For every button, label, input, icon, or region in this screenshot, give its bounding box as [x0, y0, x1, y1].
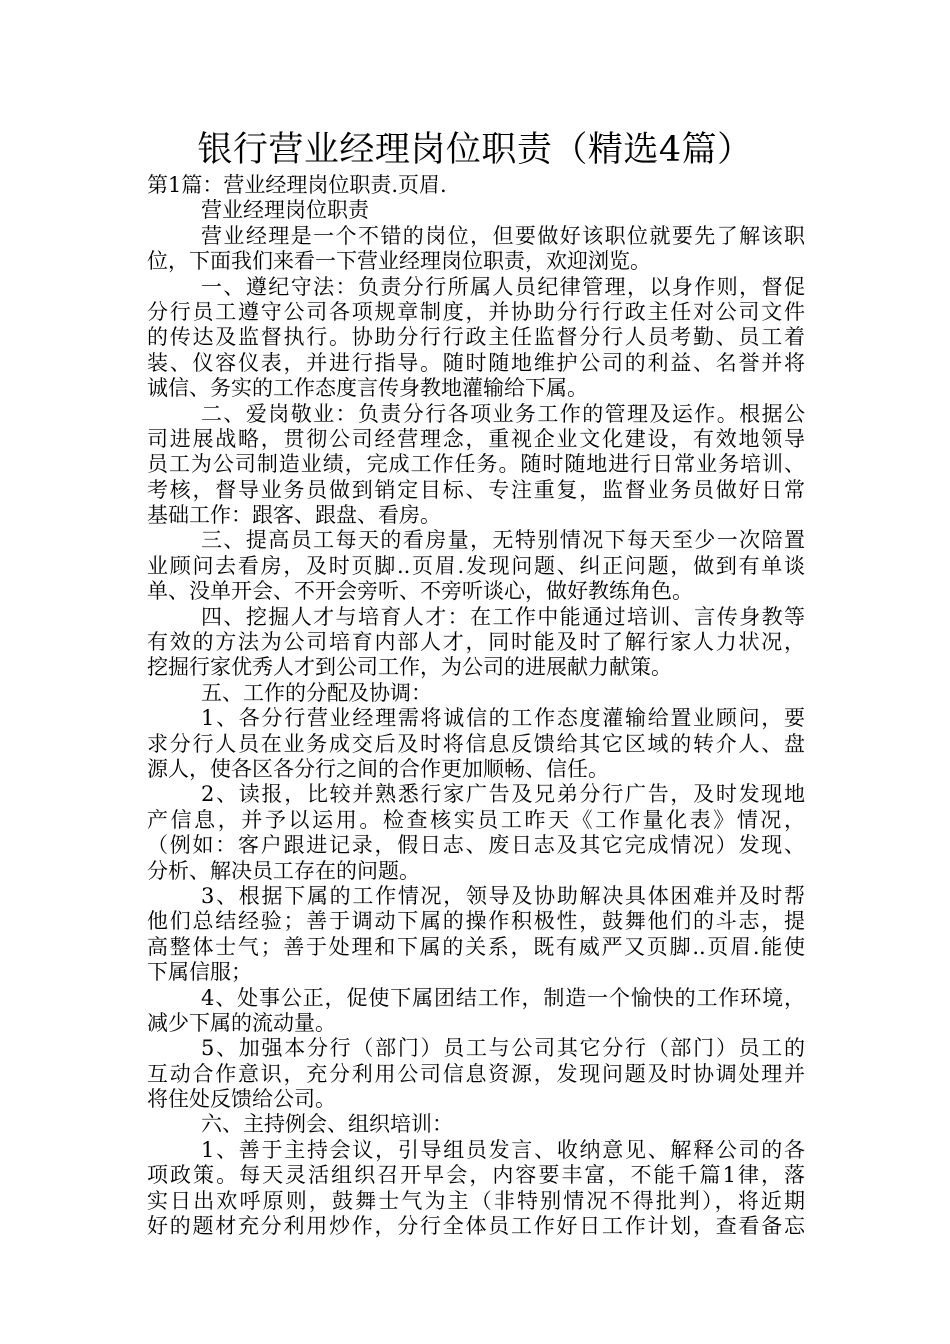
text-line: 诚信、务实的工作态度言传身教地灌输给下属。 [147, 376, 588, 401]
text-line: 挖掘行家优秀人才到公司工作，为公司的进展献力献策。 [147, 655, 672, 680]
text-line: 单、没单开会、不开会旁听、不旁听谈心，做好教练角色。 [147, 579, 693, 604]
text-line: 减少下属的流动量。 [147, 1010, 336, 1035]
text-line: 好的题材充分利用炒作，分行全体员工作好日工作计划，查看备忘 [147, 1214, 805, 1239]
text-line: 源人，使各区各分行之间的合作更加顺畅、信任。 [147, 756, 609, 781]
text-line: 他们总结经验；善于调动下属的操作积极性，鼓舞他们的斗志，提 [147, 909, 805, 934]
document-title: 银行营业经理岗位职责（精选4篇） [197, 130, 753, 170]
text-line: 1、各分行营业经理需将诚信的工作态度灌输给置业顾问，要 [201, 706, 805, 731]
text-line: 员工为公司制造业绩，完成工作任务。随时随地进行日常业务培训、 [147, 452, 805, 477]
text-line: 营业经理是一个不错的岗位，但要做好该职位就要先了解该职 [201, 223, 805, 248]
text-line: （例如：客户跟进记录，假日志、废日志及其它完成情况）发现、 [147, 833, 805, 858]
text-line: 3、根据下属的工作情况，领导及协助解决具体困难并及时帮 [201, 883, 805, 908]
text-line: 基础工作：跟客、跟盘、看房。 [147, 503, 441, 528]
text-line: 四、挖掘人才与培育人才：在工作中能通过培训、言传身教等 [201, 604, 805, 629]
text-line: 分析、解决员工存在的问题。 [147, 858, 420, 883]
text-line: 产信息，并予以运用。检查核实员工昨天《工作量化表》情况， [147, 807, 805, 832]
text-line: 五、工作的分配及协调： [201, 680, 432, 705]
document-body [147, 173, 805, 1239]
text-line: 装、仪容仪表，并进行指导。随时随地维护公司的利益、名誉并将 [147, 350, 805, 375]
text-line: 业顾问去看房，及时页脚..页眉.发现问题、纠正问题，做到有单谈 [147, 553, 805, 578]
text-line: 将住处反馈给公司。 [147, 1087, 336, 1112]
text-line: 互动合作意识，充分利用公司信息资源，发现问题及时协调处理并 [147, 1061, 805, 1086]
text-line: 三、提高员工每天的看房量，无特别情况下每天至少一次陪置 [201, 528, 805, 553]
text-line: 分行员工遵守公司各项规章制度，并协助分行行政主任对公司文件 [147, 299, 805, 324]
text-line: 1、善于主持会议，引导组员发言、收纳意见、解释公司的各 [201, 1137, 805, 1162]
text-line: 下属信服； [147, 960, 252, 985]
text-line: 求分行人员在业务成交后及时将信息反馈给其它区域的转介人、盘 [147, 731, 805, 756]
text-line: 的传达及监督执行。协助分行行政主任监督分行人员考勤、员工着 [147, 325, 805, 350]
text-line: 有效的方法为公司培育内部人才，同时能及时了解行家人力状况， [147, 630, 805, 655]
text-line: 高整体士气；善于处理和下属的关系，既有威严又页脚..页眉.能使 [147, 934, 805, 959]
text-line: 营业经理岗位职责 [201, 198, 369, 223]
text-line: 一、遵纪守法：负责分行所属人员纪律管理，以身作则，督促 [201, 274, 805, 299]
text-line: 司进展战略，贯彻公司经营理念，重视企业文化建设，有效地领导 [147, 426, 805, 451]
text-line: 4、处事公正，促使下属团结工作，制造一个愉快的工作环境， [201, 985, 805, 1010]
text-line: 5、加强本分行（部门）员工与公司其它分行（部门）员工的 [201, 1036, 805, 1061]
text-line: 二、爱岗敬业：负责分行各项业务工作的管理及运作。根据公 [201, 401, 805, 426]
text-line: 2、读报，比较并熟悉行家广告及兄弟分行广告，及时发现地 [201, 782, 805, 807]
text-line: 考核，督导业务员做到销定目标、专注重复，监督业务员做好日常 [147, 477, 805, 502]
text-line: 六、主持例会、组织培训： [201, 1112, 453, 1137]
text-line: 项政策。每天灵活组织召开早会，内容要丰富，不能千篇1律，落 [147, 1163, 805, 1188]
text-line: 位，下面我们来看一下营业经理岗位职责，欢迎浏览。 [147, 249, 651, 274]
text-line: 第1篇：营业经理岗位职责.页眉. [147, 173, 447, 197]
text-line: 实日出欢呼原则，鼓舞士气为主（非特别情况不得批判），将近期 [147, 1188, 805, 1213]
